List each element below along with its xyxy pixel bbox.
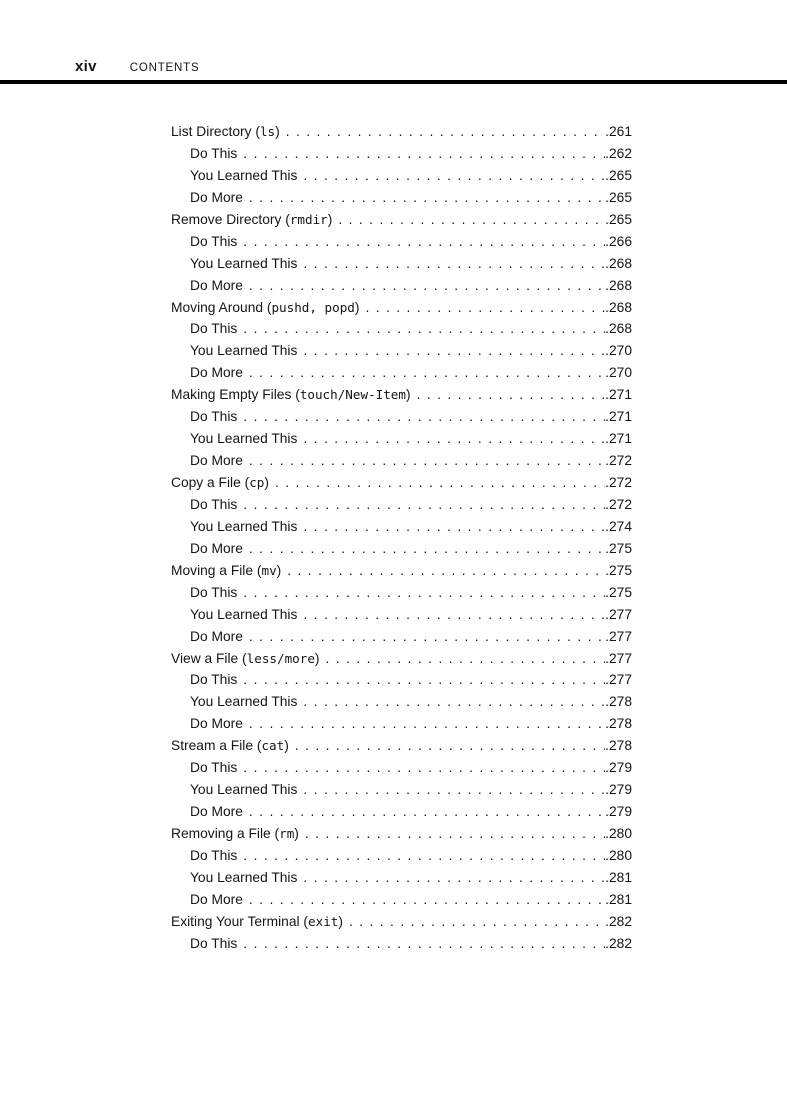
- entry-command-code: rmdir: [289, 211, 328, 227]
- entry-page-number: . 279: [605, 801, 632, 823]
- dot-leader: [365, 297, 605, 319]
- toc-entry: [171, 735, 632, 757]
- toc-entry: [171, 560, 632, 582]
- toc-entry: [171, 340, 632, 362]
- entry-title-close: ): [275, 124, 280, 139]
- entry-page-number: . 261: [605, 121, 632, 143]
- toc-entry: [171, 582, 632, 604]
- entry-title: [190, 406, 237, 428]
- entry-command-code: cp: [249, 475, 265, 490]
- entry-title: [171, 209, 332, 231]
- entry-title-text: Do More: [190, 628, 243, 644]
- entry-title-text: Moving Around (: [171, 299, 272, 315]
- toc-entry: [171, 121, 632, 143]
- entry-page-number: . 280: [605, 823, 632, 845]
- entry-title: [171, 560, 281, 582]
- dot-leader: [286, 121, 605, 143]
- dot-leader: [249, 538, 605, 560]
- dot-leader: [249, 187, 605, 209]
- toc-entry: [171, 187, 632, 209]
- entry-page-number: . 277: [605, 669, 632, 691]
- entry-page-number: . 278: [605, 691, 632, 713]
- entry-title-text: Stream a File (: [171, 738, 262, 754]
- entry-page-number: . 271: [605, 428, 632, 450]
- entry-title: [171, 648, 320, 670]
- toc-entry: [171, 669, 632, 691]
- entry-title: [190, 713, 243, 735]
- dot-leader: [303, 340, 605, 362]
- dot-leader: [349, 911, 605, 933]
- dot-leader: [417, 384, 606, 406]
- toc-entry: [171, 253, 632, 275]
- dot-leader: [243, 933, 605, 955]
- entry-page-number: . 268: [605, 297, 632, 319]
- entry-command-code: pushd, popd: [271, 299, 355, 315]
- entry-title: [171, 121, 280, 143]
- entry-title: [190, 889, 243, 911]
- toc-entry: [171, 911, 632, 933]
- entry-title: [190, 538, 243, 560]
- entry-title-text: Do More: [190, 453, 243, 469]
- entry-title-text: Do More: [190, 804, 243, 820]
- entry-title-close: ): [338, 913, 343, 929]
- entry-title: [190, 516, 297, 538]
- entry-title-text: Do More: [190, 365, 243, 381]
- entry-title-text: Remove Directory (: [171, 211, 290, 227]
- entry-page-number: . 268: [605, 275, 632, 297]
- dot-leader: [287, 560, 605, 582]
- entry-title: [190, 494, 237, 516]
- dot-leader: [303, 604, 605, 626]
- entry-page-number: . 272: [605, 450, 632, 472]
- entry-title-text: Do This: [190, 672, 238, 688]
- dot-leader: [303, 165, 605, 187]
- toc-entry: [171, 867, 632, 889]
- toc-entry: [171, 384, 632, 406]
- dot-leader: [243, 757, 605, 779]
- entry-title: [190, 362, 243, 384]
- entry-title: [190, 582, 237, 604]
- entry-page-number: . 277: [605, 604, 632, 626]
- entry-page-number: . 279: [605, 779, 632, 801]
- dot-leader: [249, 450, 605, 472]
- entry-title-text: Making Empty Files (: [171, 387, 300, 403]
- entry-title: [190, 275, 243, 297]
- entry-title-text: You Learned This: [190, 606, 298, 622]
- entry-title-text: You Learned This: [190, 518, 298, 534]
- entry-title: [190, 231, 237, 253]
- entry-title: [190, 779, 297, 801]
- toc-entry: [171, 143, 632, 165]
- entry-title: [171, 735, 289, 757]
- folio-page-number: xiv: [75, 58, 97, 75]
- toc-entry: [171, 165, 632, 187]
- header-rule: [0, 80, 787, 84]
- dot-leader: [243, 669, 605, 691]
- entry-title-text: View a File (: [171, 650, 247, 666]
- toc-entry: [171, 933, 632, 955]
- entry-title: [190, 801, 243, 823]
- entry-title-close: ): [327, 211, 333, 227]
- entry-title: [190, 187, 243, 209]
- entry-title: [171, 911, 343, 933]
- toc-entry: [171, 472, 632, 494]
- entry-title-text: Do More: [190, 540, 243, 556]
- entry-command-code: exit: [308, 913, 339, 929]
- dot-leader: [249, 801, 605, 823]
- entry-title-text: You Learned This: [190, 431, 298, 447]
- entry-page-number: . 281: [605, 867, 632, 889]
- dot-leader: [243, 231, 605, 253]
- entry-page-number: . 277: [605, 648, 632, 670]
- toc-entry: [171, 209, 632, 231]
- entry-title-text: You Learned This: [190, 343, 298, 359]
- entry-page-number: . 275: [605, 538, 632, 560]
- entry-title: [190, 428, 297, 450]
- toc-entry: [171, 648, 632, 670]
- dot-leader: [303, 253, 605, 275]
- dot-leader: [275, 472, 605, 494]
- entry-page-number: . 265: [605, 209, 632, 231]
- entry-title-text: Do This: [190, 409, 238, 425]
- entry-title-text: Do This: [190, 321, 238, 337]
- entry-title: [190, 626, 243, 648]
- entry-page-number: . 272: [605, 472, 632, 494]
- entry-page-number: . 281: [605, 889, 632, 911]
- entry-page-number: . 277: [605, 626, 632, 648]
- entry-title: [190, 604, 297, 626]
- dot-leader: [305, 823, 605, 845]
- entry-title-text: Do More: [190, 891, 243, 907]
- toc-entry: [171, 713, 632, 735]
- entry-title-text: Do More: [190, 189, 243, 205]
- entry-page-number: . 282: [605, 933, 632, 955]
- dot-leader: [338, 209, 605, 231]
- entry-title: [190, 933, 237, 955]
- toc-entry: [171, 538, 632, 560]
- entry-page-number: . 265: [605, 165, 632, 187]
- toc-entry: [171, 604, 632, 626]
- toc-entry: [171, 845, 632, 867]
- entry-title-close: ): [294, 826, 299, 841]
- entry-title: [190, 340, 297, 362]
- toc-entry: [171, 406, 632, 428]
- entry-page-number: . 275: [605, 560, 632, 582]
- dot-leader: [249, 713, 605, 735]
- entry-title-text: Do This: [190, 935, 238, 951]
- dot-leader: [303, 428, 605, 450]
- entry-page-number: . 268: [605, 253, 632, 275]
- entry-page-number: . 274: [605, 516, 632, 538]
- entry-title: [171, 384, 411, 406]
- entry-title-close: ): [354, 299, 360, 315]
- entry-title-text: Do This: [190, 233, 238, 249]
- toc-entry: [171, 494, 632, 516]
- entry-page-number: . 266: [605, 231, 632, 253]
- toc-entry: [171, 231, 632, 253]
- entry-title-text: Exiting Your Terminal (: [171, 913, 309, 929]
- entry-title: [190, 867, 297, 889]
- dot-leader: [326, 648, 606, 670]
- entry-title-close: ): [284, 738, 289, 754]
- dot-leader: [303, 867, 605, 889]
- entry-title-close: ): [314, 650, 320, 666]
- dot-leader: [243, 318, 605, 340]
- entry-page-number: . 270: [605, 340, 632, 362]
- entry-title-text: Do More: [190, 277, 243, 293]
- entry-page-number: . 278: [605, 735, 632, 757]
- entry-command-code: mv: [261, 562, 277, 578]
- entry-title: [190, 143, 237, 165]
- toc-entry: [171, 362, 632, 384]
- entry-title: [190, 669, 237, 691]
- entry-title: [171, 823, 299, 845]
- toc-entry: [171, 516, 632, 538]
- dot-leader: [295, 735, 605, 757]
- entry-title-text: List Directory (: [171, 124, 260, 139]
- entry-title-text: Do This: [190, 496, 238, 512]
- entry-title: [190, 691, 297, 713]
- entry-page-number: . 271: [605, 406, 632, 428]
- toc-entry: [171, 275, 632, 297]
- running-head: CONTENTS: [129, 62, 200, 74]
- entry-page-number: . 262: [605, 143, 632, 165]
- dot-leader: [303, 779, 605, 801]
- entry-title-text: You Learned This: [190, 869, 298, 885]
- entry-title: [190, 450, 243, 472]
- toc-entry: [171, 318, 632, 340]
- entry-title: [190, 845, 237, 867]
- entry-title-text: Do This: [190, 145, 238, 161]
- entry-title-text: You Learned This: [190, 167, 298, 183]
- dot-leader: [243, 406, 605, 428]
- dot-leader: [303, 691, 605, 713]
- entry-page-number: . 270: [605, 362, 632, 384]
- dot-leader: [249, 626, 605, 648]
- toc-entry: [171, 691, 632, 713]
- entry-page-number: . 271: [605, 384, 632, 406]
- dot-leader: [243, 494, 605, 516]
- entry-title-text: Copy a File (: [171, 475, 250, 490]
- entry-command-code: less/more: [246, 650, 315, 666]
- entry-command-code: touch/New-Item: [299, 387, 406, 403]
- entry-title-text: Do More: [190, 716, 243, 732]
- entry-title-text: Do This: [190, 847, 238, 863]
- dot-leader: [303, 516, 605, 538]
- dot-leader: [243, 845, 605, 867]
- dot-leader: [249, 889, 605, 911]
- entry-command-code: ls: [259, 124, 276, 139]
- toc-entry: [171, 626, 632, 648]
- entry-page-number: . 272: [605, 494, 632, 516]
- page-header: [75, 58, 199, 75]
- toc-entry: [171, 757, 632, 779]
- entry-page-number: . 268: [605, 318, 632, 340]
- entry-title: [171, 472, 269, 494]
- entry-title-close: ): [276, 562, 282, 578]
- entry-page-number: . 278: [605, 713, 632, 735]
- entry-page-number: . 279: [605, 757, 632, 779]
- entry-title-text: You Learned This: [190, 782, 298, 798]
- entry-title-text: Do This: [190, 760, 238, 776]
- entry-page-number: . 275: [605, 582, 632, 604]
- entry-page-number: . 280: [605, 845, 632, 867]
- entry-title-text: Moving a File (: [171, 562, 262, 578]
- entry-title-text: You Learned This: [190, 255, 298, 271]
- entry-title: [190, 318, 237, 340]
- entry-title-text: Removing a File (: [171, 826, 280, 841]
- dot-leader: [249, 362, 605, 384]
- dot-leader: [249, 275, 605, 297]
- toc-entry: [171, 297, 632, 319]
- entry-page-number: . 282: [605, 911, 632, 933]
- entry-title: [190, 757, 237, 779]
- toc-entry: [171, 801, 632, 823]
- entry-title-close: ): [405, 387, 411, 403]
- entry-command-code: rm: [279, 826, 295, 841]
- toc-entry: [171, 823, 632, 845]
- toc-entry: [171, 450, 632, 472]
- dot-leader: [243, 582, 605, 604]
- entry-title: [171, 297, 359, 319]
- entry-title-text: You Learned This: [190, 694, 298, 710]
- entry-page-number: . 265: [605, 187, 632, 209]
- toc-entry: [171, 889, 632, 911]
- toc-list: [171, 121, 632, 955]
- entry-command-code: cat: [261, 738, 285, 754]
- entry-title: [190, 253, 297, 275]
- entry-title-close: ): [264, 475, 269, 490]
- entry-title: [190, 165, 297, 187]
- toc-entry: [171, 428, 632, 450]
- dot-leader: [243, 143, 605, 165]
- toc-entry: [171, 779, 632, 801]
- entry-title-text: Do This: [190, 584, 238, 600]
